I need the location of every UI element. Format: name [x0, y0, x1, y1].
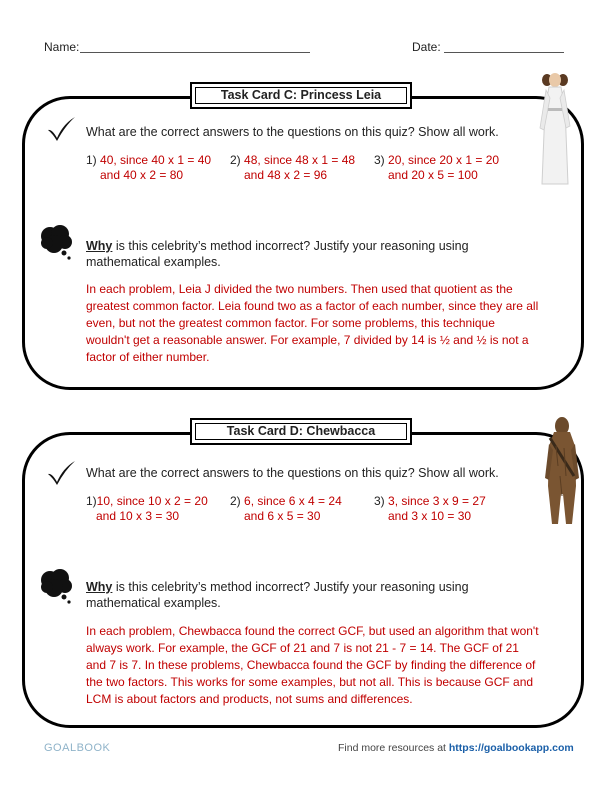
why-emphasis: Why: [86, 580, 113, 594]
answer-number: 3): [374, 153, 385, 167]
checkmark-icon: [46, 460, 76, 486]
answer-number: 1): [86, 153, 97, 167]
task-card-d-title: Task Card D: Chewbacca: [190, 418, 412, 445]
answer-line1: 10, since 10 x 2 = 20: [96, 494, 208, 508]
footer-link[interactable]: https://goalbookapp.com: [448, 742, 574, 754]
answer-line1: 20, since 20 x 1 = 20: [388, 153, 500, 167]
answer-line2: and 40 x 2 = 80: [100, 168, 184, 182]
why-text: is this celebrity’s method incorrect? Justify your reasoning using mathematical examples.: [86, 239, 469, 269]
task-card-c-title: Task Card C: Princess Leia: [190, 82, 412, 109]
card-d-answer-1: [86, 494, 208, 524]
card-c-why-prompt: [86, 238, 536, 270]
chewbacca-figure: [544, 416, 580, 528]
footer-text: Find more resources at: [338, 742, 449, 754]
card-c-answer-2: [230, 153, 355, 183]
answer-line2: and 6 x 5 = 30: [244, 509, 321, 523]
answer-line2: and 10 x 3 = 30: [96, 509, 180, 523]
card-d-answer-3: [374, 494, 486, 524]
date-label: Date:: [412, 40, 441, 54]
answer-number: 2): [230, 153, 241, 167]
name-field[interactable]: [80, 52, 310, 53]
card-c-explanation: In each problem, Leia J divided the two numbers. Then used that quotient as the greatest common factor. Leia found two as a factor of each number, since they are all even, but not the greatest common factor. For some problems, this technique wouldn't get a reasonable answer. For example, 7 divided by 14 is ½ and ½ is not a factor of either number.: [86, 282, 539, 364]
answer-line1: 3, since 3 x 9 = 27: [388, 494, 486, 508]
date-field[interactable]: [444, 52, 564, 53]
answer-number: 1): [86, 494, 97, 508]
answer-line2: and 20 x 5 = 100: [388, 168, 478, 182]
card-c-answer-1: [86, 153, 211, 183]
card-d-why-prompt: [86, 579, 536, 611]
thought-cloud-icon: [38, 568, 74, 606]
checkmark-icon: [46, 116, 76, 142]
card-d-question: What are the correct answers to the questions on this quiz? Show all work.: [86, 466, 499, 480]
card-c-question: What are the correct answers to the questions on this quiz? Show all work.: [86, 125, 499, 139]
answer-line1: 6, since 6 x 4 = 24: [244, 494, 342, 508]
card-d-answer-2: [230, 494, 342, 524]
thought-cloud-icon: [38, 224, 74, 262]
princess-leia-figure: [538, 68, 572, 186]
answer-line1: 40, since 40 x 1 = 40: [100, 153, 212, 167]
why-text: is this celebrity’s method incorrect? Justify your reasoning using mathematical examples.: [86, 580, 469, 610]
name-label: Name:: [44, 40, 80, 54]
answer-line2: and 48 x 2 = 96: [244, 168, 328, 182]
answer-line1: 48, since 48 x 1 = 48: [244, 153, 356, 167]
card-c-answer-3: [374, 153, 499, 183]
footer-resources: [338, 742, 574, 754]
answer-number: 2): [230, 494, 241, 508]
why-emphasis: Why: [86, 239, 113, 253]
card-d-explanation: In each problem, Chewbacca found the correct GCF, but used an algorithm that won't always work. For example, the GCF of 21 and 7 is not 21 - 7 = 14. The GCF of 21 and 7 is 7. In these problems, Chewbacca found the GCF by finding the difference of the two factors. This works for some examples, but not all. This is because GCF and LCM is about factors and products, not sums and differences.: [86, 624, 539, 706]
answer-number: 3): [374, 494, 385, 508]
answer-line2: and 3 x 10 = 30: [388, 509, 472, 523]
goalbook-logo: GOALBOOK: [44, 742, 111, 754]
